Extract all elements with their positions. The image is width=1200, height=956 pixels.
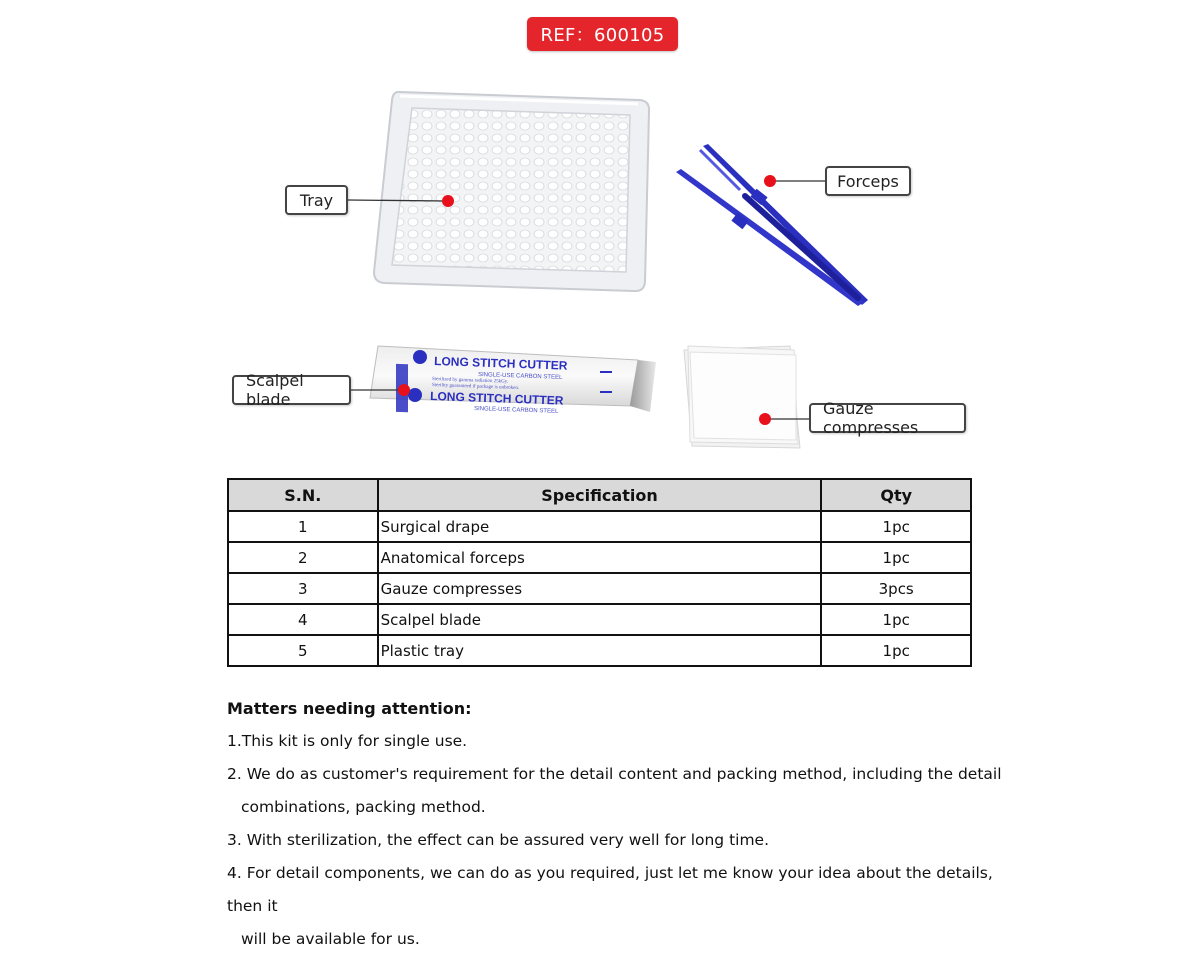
kit-components-figure [0,0,1200,470]
header-qty: Qty [821,479,971,511]
cell-qty: 1pc [821,511,971,542]
cell-sn: 5 [228,635,378,666]
note-line: 3. With sterilization, the effect can be assured very well for long time. [227,831,770,849]
callout-tray: Tray [285,185,348,215]
package-title-top: LONG STITCH CUTTER [433,354,568,373]
package-sub-bottom: SINGLE-USE CARBON STEEL [473,406,559,415]
table-row [228,604,971,635]
cell-sn: 1 [228,511,378,542]
table-header-row [228,479,971,511]
package-title-bottom: LONG STITCH CUTTER [429,389,564,408]
note-line: 1.This kit is only for single use. [227,732,468,750]
table-row [228,542,971,573]
attention-notes [227,692,1007,956]
table-row [228,511,971,542]
header-sn: S.N. [228,479,378,511]
callout-scalpel-blade: Scalpel blade [232,375,351,405]
table-row [228,573,971,604]
cell-sn: 4 [228,604,378,635]
table-row [228,635,971,666]
cell-spec: Plastic tray [378,635,822,666]
gauze-compresses-image [684,346,800,448]
package-fine-1: Sterilized by gamma radiation 25kGy. [431,377,509,385]
cell-qty: 3pcs [821,573,971,604]
specification-table [227,478,972,667]
cell-qty: 1pc [821,542,971,573]
cell-qty: 1pc [821,635,971,666]
note-line: will be available for us. [241,930,420,948]
cell-sn: 2 [228,542,378,573]
cell-spec: Scalpel blade [378,604,822,635]
note-line: 2. We do as customer's requirement for the detail content and packing method, including the detail [227,765,1002,783]
note-line: 4. For detail components, we can do as you required, just let me know your idea about the details, then it [227,864,993,915]
cell-qty: 1pc [821,604,971,635]
cell-spec: Gauze compresses [378,573,822,604]
callout-gauze-compresses: Gauze compresses [809,403,966,433]
kit-illustration [0,0,1200,470]
package-sub-top: SINGLE-USE CARBON STEEL [477,372,563,381]
header-specification: Specification [378,479,822,511]
forceps-marker [764,175,776,187]
gauze-marker [759,413,771,425]
tray-marker [442,195,454,207]
scalpel-blade-package-image [370,346,656,415]
cell-spec: Surgical drape [378,511,822,542]
tray-image [374,92,649,291]
package-fine-2: Sterility guaranteed if package is unbroken. [431,383,520,392]
scalpel-marker [398,384,410,396]
note-line: combinations, packing method. [241,798,486,816]
notes-heading: Matters needing attention: [227,699,472,718]
callout-forceps: Forceps [825,166,911,196]
cell-sn: 3 [228,573,378,604]
ref-badge: REF：600105 [527,17,678,51]
cell-spec: Anatomical forceps [378,542,822,573]
